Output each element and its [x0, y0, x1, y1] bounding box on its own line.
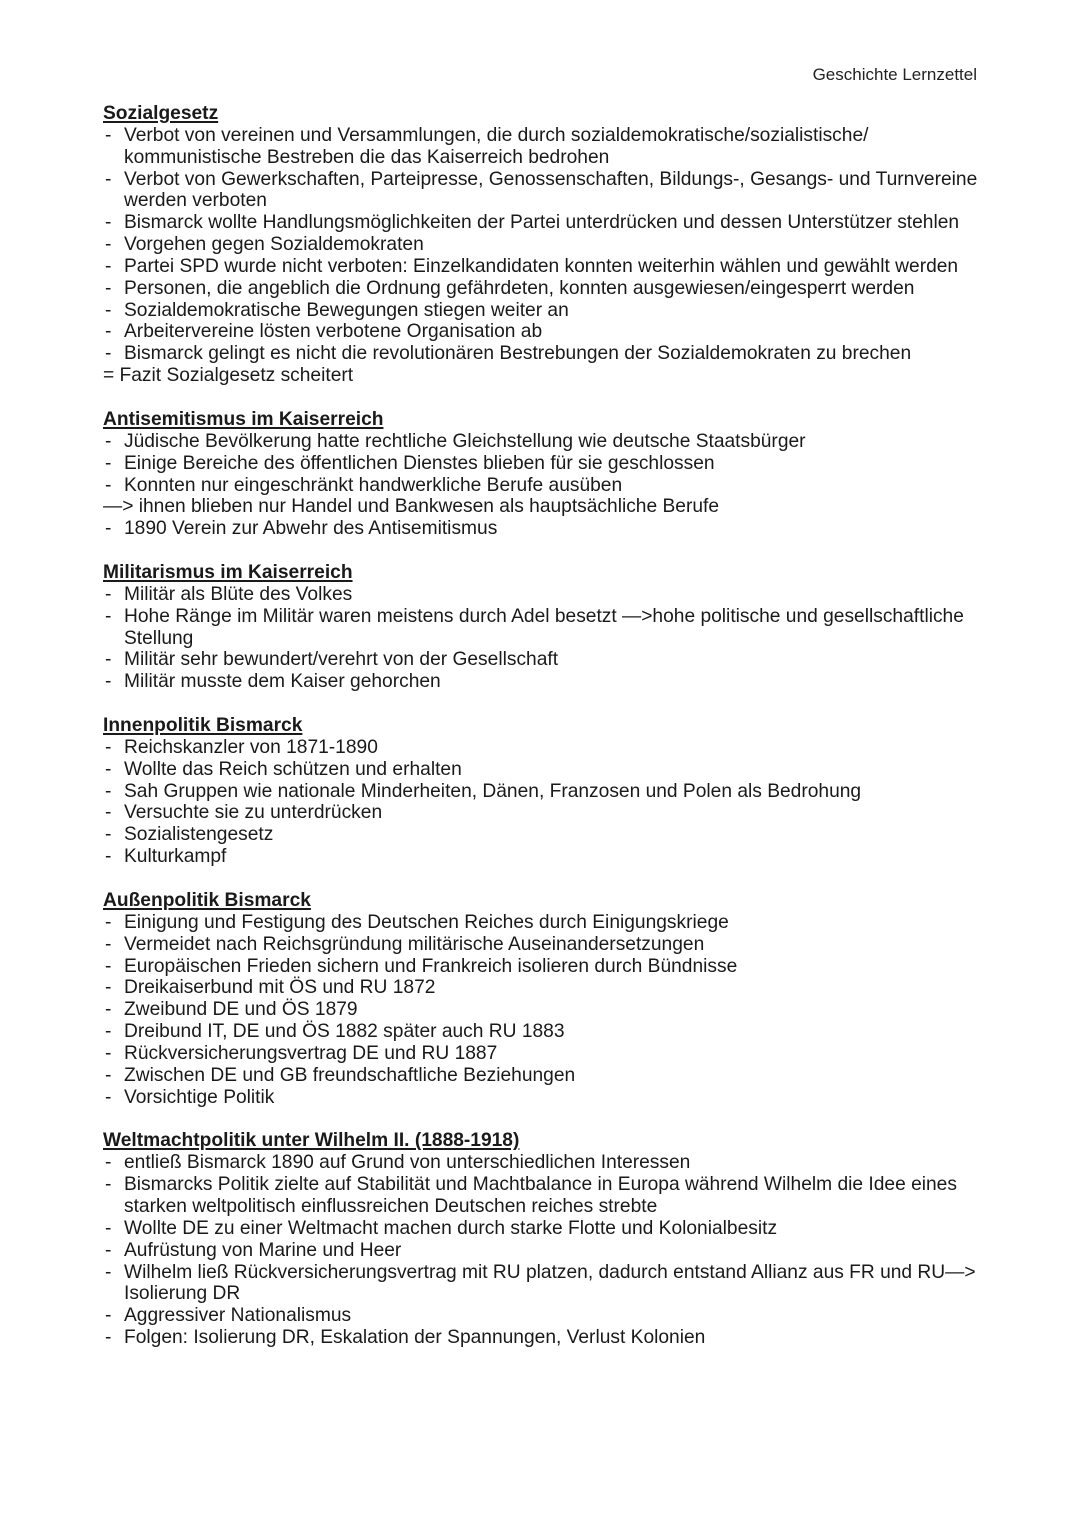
list-item: - Wollte DE zu einer Weltmacht machen durch starke Flotte und Kolonialbesitz — [103, 1218, 983, 1240]
section-title: Außenpolitik Bismarck — [103, 890, 311, 911]
list-item: - Dreibund IT, DE und ÖS 1882 später auch RU 1883 — [103, 1021, 983, 1043]
list-item: - Einige Bereiche des öffentlichen Dienstes blieben für sie geschlossen — [103, 453, 983, 475]
document-body — [103, 103, 983, 1371]
list-item: - Wollte das Reich schützen und erhalten — [103, 759, 983, 781]
list-item: - Sah Gruppen wie nationale Minderheiten, Dänen, Franzosen und Polen als Bedrohung — [103, 781, 983, 803]
section-weltmachtpolitik — [103, 1130, 983, 1348]
list-item: - Militär sehr bewundert/verehrt von der Gesellschaft — [103, 649, 983, 671]
section-sozialgesetz — [103, 103, 983, 387]
list-item: - Arbeitervereine lösten verbotene Organisation ab — [103, 321, 983, 343]
section-antisemitismus — [103, 409, 983, 540]
list-item: - Vermeidet nach Reichsgründung militärische Auseinandersetzungen — [103, 934, 983, 956]
list-item: - Folgen: Isolierung DR, Eskalation der Spannungen, Verlust Kolonien — [103, 1327, 983, 1349]
section-title: Antisemitismus im Kaiserreich — [103, 408, 384, 430]
section-aussenpolitik — [103, 890, 983, 1108]
section-title: Militarismus im Kaiserreich — [103, 562, 353, 584]
list-item: - Militär als Blüte des Volkes — [103, 584, 983, 606]
section-title: Sozialgesetz — [103, 103, 219, 124]
section-innenpolitik — [103, 715, 983, 868]
list-item: - Verbot von Gewerkschaften, Parteipresse, Genossenschaften, Bildungs-, Gesangs- und Turnvereine werden verboten — [103, 169, 983, 213]
list-item: - Hohe Ränge im Militär waren meistens durch Adel besetzt —>hohe politische und gesellschaftliche Stellung — [103, 606, 983, 650]
document-header: Geschichte Lernzettel — [812, 65, 977, 84]
list-item: - Partei SPD wurde nicht verboten: Einzelkandidaten konnten weiterhin wählen und gewählt werden — [103, 256, 983, 278]
list-item: - Reichskanzler von 1871-1890 — [103, 737, 983, 759]
section-title: Weltmachtpolitik unter Wilhelm II. (1888-1918) — [103, 1130, 520, 1152]
list-item: - Wilhelm ließ Rückversicherungsvertrag mit RU platzen, dadurch entstand Allianz aus FR und RU—> Isolierung DR — [103, 1262, 983, 1306]
list-item: - Bismarck gelingt es nicht die revolutionären Bestrebungen der Sozialdemokraten zu brechen — [103, 343, 983, 365]
list-item: - Sozialdemokratische Bewegungen stiegen weiter an — [103, 300, 983, 322]
list-item: - Dreikaiserbund mit ÖS und RU 1872 — [103, 977, 983, 999]
list-item: - Aggressiver Nationalismus — [103, 1305, 983, 1327]
list-item: - 1890 Verein zur Abwehr des Antisemitismus — [103, 518, 983, 540]
list-item: - Rückversicherungsvertrag DE und RU 1887 — [103, 1043, 983, 1065]
arrow-note: —> ihnen blieben nur Handel und Bankwesen als hauptsächliche Berufe — [103, 496, 720, 518]
list-item: - Aufrüstung von Marine und Heer — [103, 1240, 983, 1262]
list-item: - Jüdische Bevölkerung hatte rechtliche Gleichstellung wie deutsche Staatsbürger — [103, 431, 983, 453]
list-item: - Personen, die angeblich die Ordnung gefährdeten, konnten ausgewiesen/eingesperrt werden — [103, 278, 983, 300]
conclusion-line: = Fazit Sozialgesetz scheitert — [103, 365, 354, 387]
section-militarismus — [103, 562, 983, 693]
list-item: - Kulturkampf — [103, 846, 983, 868]
list-item: - Verbot von vereinen und Versammlungen, die durch sozialdemokratische/sozialistische/ kommunistische Bestreben die das Kaiserreich bedrohen — [103, 125, 983, 169]
list-item: - Zwischen DE und GB freundschaftliche Beziehungen — [103, 1065, 983, 1087]
list-item: - Europäischen Frieden sichern und Frankreich isolieren durch Bündnisse — [103, 956, 983, 978]
list-item: - entließ Bismarck 1890 auf Grund von unterschiedlichen Interessen — [103, 1152, 983, 1174]
list-item: - Konnten nur eingeschränkt handwerkliche Berufe ausüben — [103, 475, 983, 497]
list-item: - Einigung und Festigung des Deutschen Reiches durch Einigungskriege — [103, 912, 983, 934]
list-item: - Militär musste dem Kaiser gehorchen — [103, 671, 983, 693]
list-item: - Zweibund DE und ÖS 1879 — [103, 999, 983, 1021]
section-title: Innenpolitik Bismarck — [103, 715, 303, 737]
list-item: - Sozialistengesetz — [103, 824, 983, 846]
list-item: - Bismarck wollte Handlungsmöglichkeiten der Partei unterdrücken und dessen Unterstützer stehlen — [103, 212, 983, 234]
list-item: - Vorsichtige Politik — [103, 1087, 983, 1109]
list-item: - Bismarcks Politik zielte auf Stabilität und Machtbalance in Europa während Wilhelm die Idee eines starken weltpolitisch einflussreichen Deutschen reiches strebte — [103, 1174, 983, 1218]
list-item: - Vorgehen gegen Sozialdemokraten — [103, 234, 983, 256]
list-item: - Versuchte sie zu unterdrücken — [103, 802, 983, 824]
